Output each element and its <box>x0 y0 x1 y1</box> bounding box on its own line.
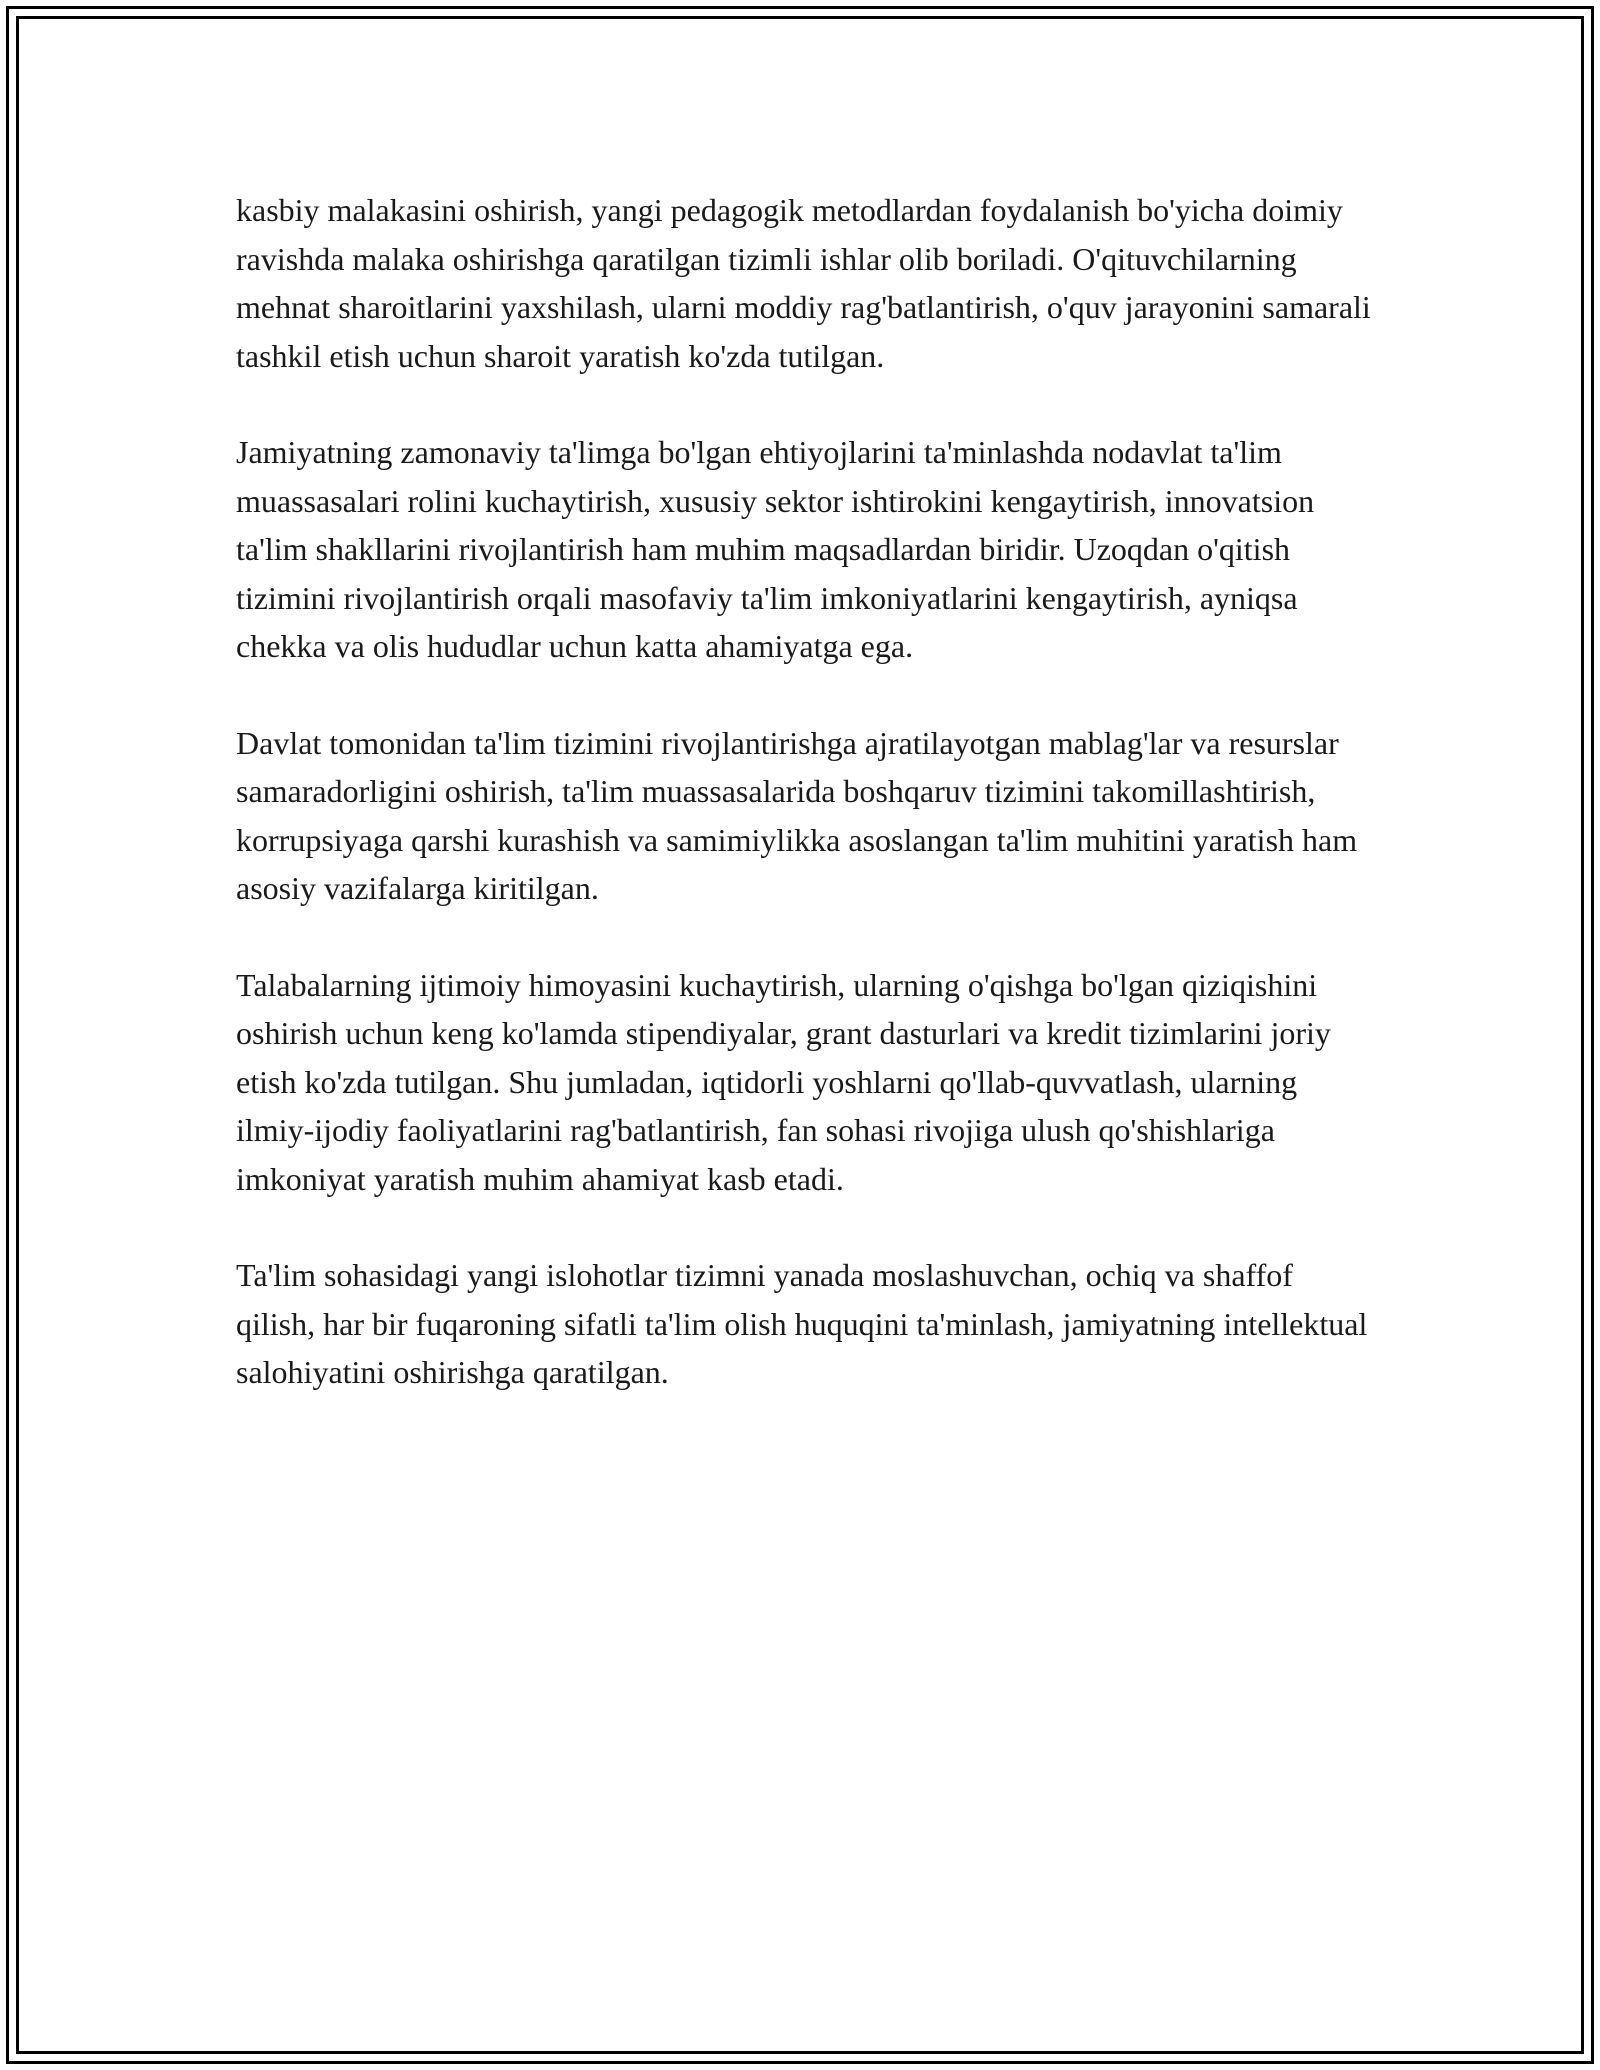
paragraph-4: Talabalarning ijtimoiy himoyasini kuchaytirish, ularning o'qishga bo'lgan qiziqishini oshirish uchun keng ko'lamda stipendiyalar, grant dasturlari va kredit tizimlarini joriy etish ko'zda tutilgan. Shu jumladan, iqtidorli yoshlarni qo'llab-quvvatlash, ularning ilmiy-ijodiy faoliyatlarini rag'batlantirish, fan sohasi rivojiga ulush qo'shishlariga imkoniyat yaratish muhim ahamiyat kasb etadi. <box>236 966 1331 1197</box>
paragraph-3: Davlat tomonidan ta'lim tizimini rivojlantirishga ajratilayotgan mablag'lar va resurslar samaradorligini oshirish, ta'lim muassasalarida boshqaruv tizimini takomillashtirish, korrupsiyaga qarshi kurashish va samimiylikka asoslangan ta'lim muhitini yaratish ham asosiy vazifalarga kiritilgan. <box>236 724 1358 906</box>
page-content <box>236 186 1376 1445</box>
paragraph-5: Ta'lim sohasidagi yangi islohotlar tizimni yanada moslashuvchan, ochiq va shaffof qilish, har bir fuqaroning sifatli ta'lim olish huquqini ta'minlash, jamiyatning intellektual salohiyatini oshirishga qaratilgan. <box>236 1257 1368 1390</box>
paragraph-2: Jamiyatning zamonaviy ta'limga bo'lgan ehtiyojlarini ta'minlashda nodavlat ta'lim muassasalari rolini kuchaytirish, xususiy sektor ishtirokini kengaytirish, innovatsion ta'lim shakllarini rivojlantirish ham muhim maqsadlardan biridir. Uzoqdan o'qitish tizimini rivojlantirish orqali masofaviy ta'lim imkoniyatlarini kengaytirish, ayniqsa chekka va olis hududlar uchun katta ahamiyatga ega. <box>236 434 1315 664</box>
paragraph-1: kasbiy malakasini oshirish, yangi pedagogik metodlardan foydalanish bo'yicha doimiy ravishda malaka oshirishga qaratilgan tizimli ishlar olib boriladi. O'qituvchilarning mehnat sharoitlarini yaxshilash, ularni moddiy rag'batlantirish, o'quv jarayonini samarali tashkil etish uchun sharoit yaratish ko'zda tutilgan. <box>236 192 1371 374</box>
